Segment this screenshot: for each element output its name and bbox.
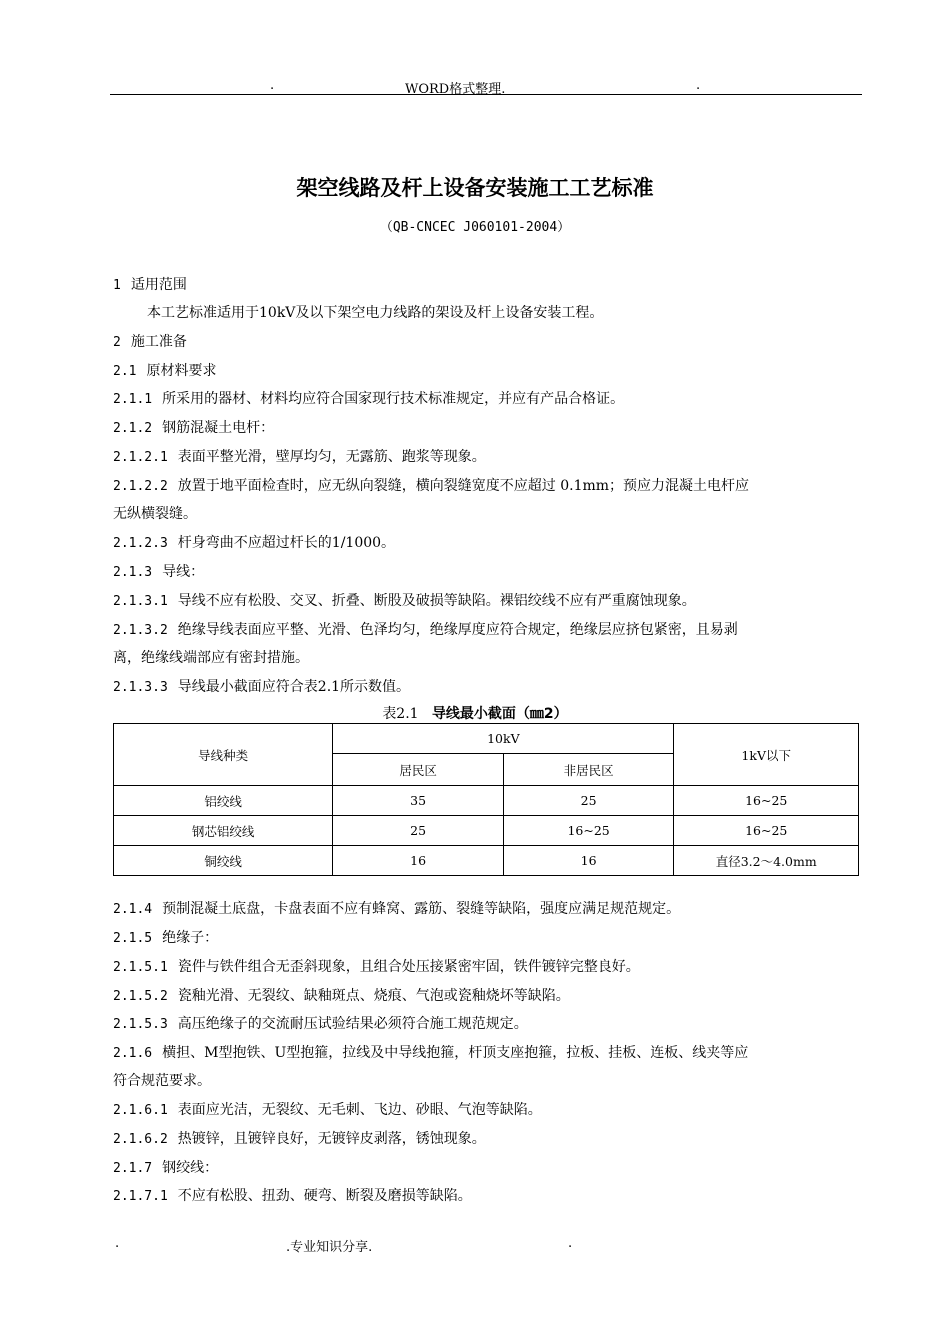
cell-nonres: 16 (503, 846, 674, 876)
cell-type: 铝绞线 (114, 786, 333, 816)
paragraph-line (113, 561, 204, 581)
section-number: 2.1.2.1 (113, 450, 168, 465)
paragraph-line (113, 985, 570, 1005)
document-title: 架空线路及杆上设备安装施工工艺标准 (296, 176, 654, 200)
cell-lv: 直径3.2～4.0mm (674, 846, 859, 876)
line-text: 钢绞线： (162, 1160, 219, 1176)
paragraph-line (113, 927, 218, 947)
line-text: 导线不应有松股、交叉、折叠、断股及破损等缺陷。裸铝绞线不应有严重腐蚀现象。 (177, 593, 696, 609)
line-text: 绝缘子： (162, 930, 219, 946)
paragraph-line (113, 676, 410, 696)
line-text: 表面应光洁，无裂纹、无毛刺、飞边、砂眼、气泡等缺陷。 (177, 1102, 542, 1118)
page-header (110, 78, 862, 95)
paragraph-line (113, 898, 680, 918)
section-number: 2.1.3.3 (113, 680, 168, 695)
line-text: 导线： (162, 564, 205, 580)
line-text: 表面平整光滑，壁厚均匀，无露筋、跑浆等现象。 (177, 449, 486, 465)
table-caption-title: 导线最小截面（㎜2） (431, 706, 568, 722)
cell-res: 35 (333, 786, 504, 816)
paragraph-line (113, 532, 395, 552)
min-section-table (113, 723, 859, 876)
cell-res: 16 (333, 846, 504, 876)
line-text: 杆身弯曲不应超过杆长的1/1000。 (177, 535, 396, 551)
section-number: 2.1.7.1 (113, 1189, 168, 1204)
line-text: 原材料要求 (146, 363, 217, 379)
paragraph-line (113, 331, 187, 351)
line-text: 导线最小截面应符合表2.1所示数值。 (177, 679, 411, 695)
header-nonresidential: 非居民区 (503, 754, 674, 786)
line-text: 本工艺标准适用于10kV及以下架空电力线路的架设及杆上设备安装工程。 (147, 305, 604, 321)
table-row (114, 816, 859, 846)
line-text: 符合规范要求。 (113, 1073, 211, 1089)
paragraph-line (113, 619, 738, 639)
header-residential: 居民区 (333, 754, 504, 786)
section-number: 2.1.2.3 (113, 536, 168, 551)
header-conductor-type: 导线种类 (114, 724, 333, 786)
paragraph-line (113, 647, 309, 667)
line-text: 无纵横裂缝。 (113, 506, 197, 522)
section-number: 2.1.6.2 (113, 1132, 168, 1147)
line-text: 热镀锌，且镀锌良好，无镀锌皮剥落，锈蚀现象。 (177, 1131, 486, 1147)
line-text: 高压绝缘子的交流耐压试验结果必须符合施工规范规定。 (177, 1016, 528, 1032)
table-row (114, 786, 859, 816)
paragraph-line (113, 446, 486, 466)
line-text: 不应有松股、扭劲、硬弯、断裂及磨损等缺陷。 (177, 1188, 472, 1204)
paragraph-line (113, 274, 187, 294)
cell-nonres: 16~25 (503, 816, 674, 846)
table-caption (0, 703, 950, 723)
header-title: WORD格式整理. (405, 82, 506, 97)
document-code: （QB-CNCEC J060101-2004） (379, 220, 571, 235)
section-number: 2 (113, 335, 121, 350)
paragraph-line (113, 1128, 486, 1148)
section-number: 2.1.6 (113, 1046, 153, 1061)
line-text: 绝缘导线表面应平整、光滑、色泽均匀，绝缘厚度应符合规定，绝缘层应挤包紧密，且易剥 (177, 622, 738, 638)
section-number: 2.1.7 (113, 1161, 153, 1176)
paragraph-line (113, 1157, 218, 1177)
table-row (114, 846, 859, 876)
section-number: 2.1.2 (113, 421, 153, 436)
cell-lv: 16~25 (674, 786, 859, 816)
table-caption-prefix: 表2.1 (382, 706, 419, 722)
cell-lv: 16~25 (674, 816, 859, 846)
section-number: 2.1.1 (113, 392, 153, 407)
paragraph-line (113, 503, 197, 523)
cell-res: 25 (333, 816, 504, 846)
section-number: 2.1.5 (113, 931, 153, 946)
line-text: 所采用的器材、材料均应符合国家现行技术标准规定，并应有产品合格证。 (162, 391, 625, 407)
paragraph-line (113, 956, 640, 976)
section-number: 2.1.5.1 (113, 960, 168, 975)
header-1kv: 1kV以下 (674, 724, 859, 786)
line-text: 适用范围 (130, 277, 187, 293)
section-number: 2.1 (113, 364, 137, 379)
paragraph-line (113, 1099, 542, 1119)
section-number: 2.1.3.1 (113, 594, 168, 609)
line-text: 预制混凝土底盘，卡盘表面不应有蜂窝、露筋、裂缝等缺陷，强度应满足规范规定。 (162, 901, 681, 917)
section-number: 2.1.2.2 (113, 479, 168, 494)
paragraph-line (113, 1042, 748, 1062)
footer-text: .专业知识分享. (286, 1240, 373, 1255)
line-text: 钢筋混凝土电杆： (162, 420, 275, 436)
section-number: 2.1.4 (113, 902, 153, 917)
footer-dot-left: . (115, 1236, 120, 1251)
line-text: 施工准备 (130, 334, 187, 350)
header-dot-left: . (270, 78, 275, 93)
cell-type: 钢芯铝绞线 (114, 816, 333, 846)
cell-nonres: 25 (503, 786, 674, 816)
paragraph-line (147, 302, 603, 322)
line-text: 放置于地平面检查时，应无纵向裂缝，横向裂缝宽度不应超过 0.1mm；预应力混凝土电杆应 (177, 478, 750, 494)
line-text: 瓷釉光滑、无裂纹、缺釉斑点、烧痕、气泡或瓷釉烧坏等缺陷。 (177, 988, 570, 1004)
header-dot-right: . (696, 78, 701, 93)
footer-dot-right: . (568, 1236, 573, 1251)
line-text: 瓷件与铁件组合无歪斜现象，且组合处压接紧密牢固，铁件镀锌完整良好。 (177, 959, 640, 975)
paragraph-line (113, 475, 749, 495)
paragraph-line (113, 388, 624, 408)
section-number: 2.1.6.1 (113, 1103, 168, 1118)
paragraph-line (113, 590, 696, 610)
section-number: 2.1.5.2 (113, 989, 168, 1004)
paragraph-line (113, 417, 274, 437)
section-number: 2.1.3.2 (113, 623, 168, 638)
section-number: 1 (113, 278, 121, 293)
cell-type: 铜绞线 (114, 846, 333, 876)
line-text: 横担、M型抱铁、U型抱箍，拉线及中导线抱箍，杆顶支座抱箍，拉板、挂板、连板、线夹等应 (162, 1045, 749, 1061)
paragraph-line (113, 360, 216, 380)
line-text: 离，绝缘线端部应有密封措施。 (113, 650, 309, 666)
header-10kv: 10kV (333, 724, 674, 754)
section-number: 2.1.5.3 (113, 1017, 168, 1032)
paragraph-line (113, 1070, 211, 1090)
section-number: 2.1.3 (113, 565, 153, 580)
paragraph-line (113, 1185, 472, 1205)
paragraph-line (113, 1013, 528, 1033)
